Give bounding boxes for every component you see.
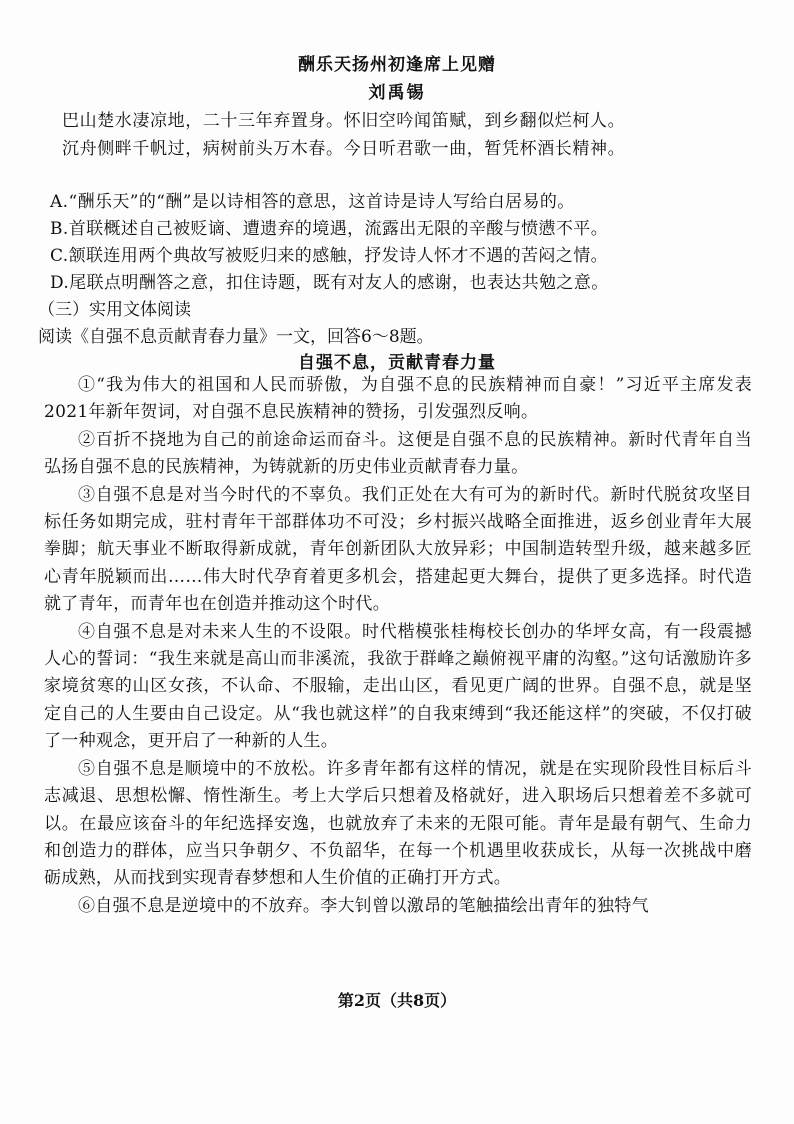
choice-option-d: D.尾联点明酬答之意，扣住诗题，既有对友人的感谢，也表达共勉之意。 <box>50 273 609 293</box>
essay-paragraph: ②百折不挠地为自己的前途命运而奋斗。这便是自强不息的民族精神。新时代青年自当弘扬自强不息的民族精神，为铸就新的历史伟业贡献青春力量。 <box>44 429 752 478</box>
poem-author: 刘禹锡 <box>368 83 426 103</box>
essay-paragraph: ③自强不息是对当今时代的不辜负。我们正处在大有可为的新时代。新时代脱贫攻坚目标任务如期完成，驻村青年干部群体功不可没；乡村振兴战略全面推进，返乡创业青年大展拳脚；航天事业不断取得新成就，青年创新团队大放异彩；中国制造转型升级，越来越多匠心青年脱颖而出……伟大时代孕育着更多机会，搭建起更大舞台，提供了更多选择。时代造就了青年，而青年也在创造并推动这个时代。 <box>44 484 752 615</box>
reading-instruction: 阅读《自强不息贡献青春力量》一文，回答6～8题。 <box>38 327 434 347</box>
choice-option-c: C.颔联连用两个典故写被贬归来的感触，抒发诗人怀才不遇的苦闷之情。 <box>50 246 609 266</box>
essay-paragraph: ①“我为伟大的祖国和人民而骄傲，为自强不息的民族精神而自豪！”习近平主席发表2021年新年贺词，对自强不息民族精神的赞扬，引发强烈反响。 <box>44 375 752 423</box>
poem-title: 酬乐天扬州初逢席上见赠 <box>298 55 496 75</box>
choice-option-a: A.“酬乐天”的“酬”是以诗相答的意思，这首诗是诗人写给白居易的。 <box>50 192 575 212</box>
poem-line: 巴山楚水凄凉地，二十三年弃置身。怀旧空吟闻笛赋，到乡翻似烂柯人。 <box>62 111 626 131</box>
page-number: 第2页（共8页） <box>337 991 457 1010</box>
essay-paragraph: ④自强不息是对未来人生的不设限。时代楷模张桂梅校长创办的华坪女高，有一段震撼人心的誓词：“我生来就是高山而非溪流，我欲于群峰之巅俯视平庸的沟壑。”这句话激励许多家境贫寒的山区女孩，不认命、不服输，走出山区，看见更广阔的世界。自强不息，就是坚定自己的人生要由自己设定。从“我也就这样”的自我束缚到“我还能这样”的突破，不仅打破了一种观念，更开启了一种新的人生。 <box>44 621 752 752</box>
essay-paragraph: ⑥自强不息是逆境中的不放弃。李大钊曾以激昂的笔触描绘出青年的独特气 <box>78 895 649 916</box>
choice-option-b: B.首联概述自己被贬谪、遭遗弃的境遇，流露出无限的辛酸与愤懑不平。 <box>50 219 609 239</box>
poem-line: 沉舟侧畔千帆过，病树前头万木春。今日听君歌一曲，暂凭杯酒长精神。 <box>62 139 626 159</box>
essay-title: 自强不息，贡献青春力量 <box>298 353 496 373</box>
section-heading: （三）实用文体阅读 <box>38 300 191 320</box>
essay-paragraph: ⑤自强不息是顺境中的不放松。许多青年都有这样的情况，就是在实现阶段性目标后斗志减退、思想松懈、惰性渐生。考上大学后只想着及格就好，进入职场后只想着差不多就可以。在最应该奋斗的年纪选择安逸，也就放弃了未来的无限可能。青年是最有朝气、生命力和创造力的群体，应当只争朝夕、不负韶华，在每一个机遇里收获成长，从每一次挑战中磨砺成熟，从而找到实现青春梦想和人生价值的正确打开方式。 <box>44 758 752 889</box>
essay-body <box>44 372 752 920</box>
